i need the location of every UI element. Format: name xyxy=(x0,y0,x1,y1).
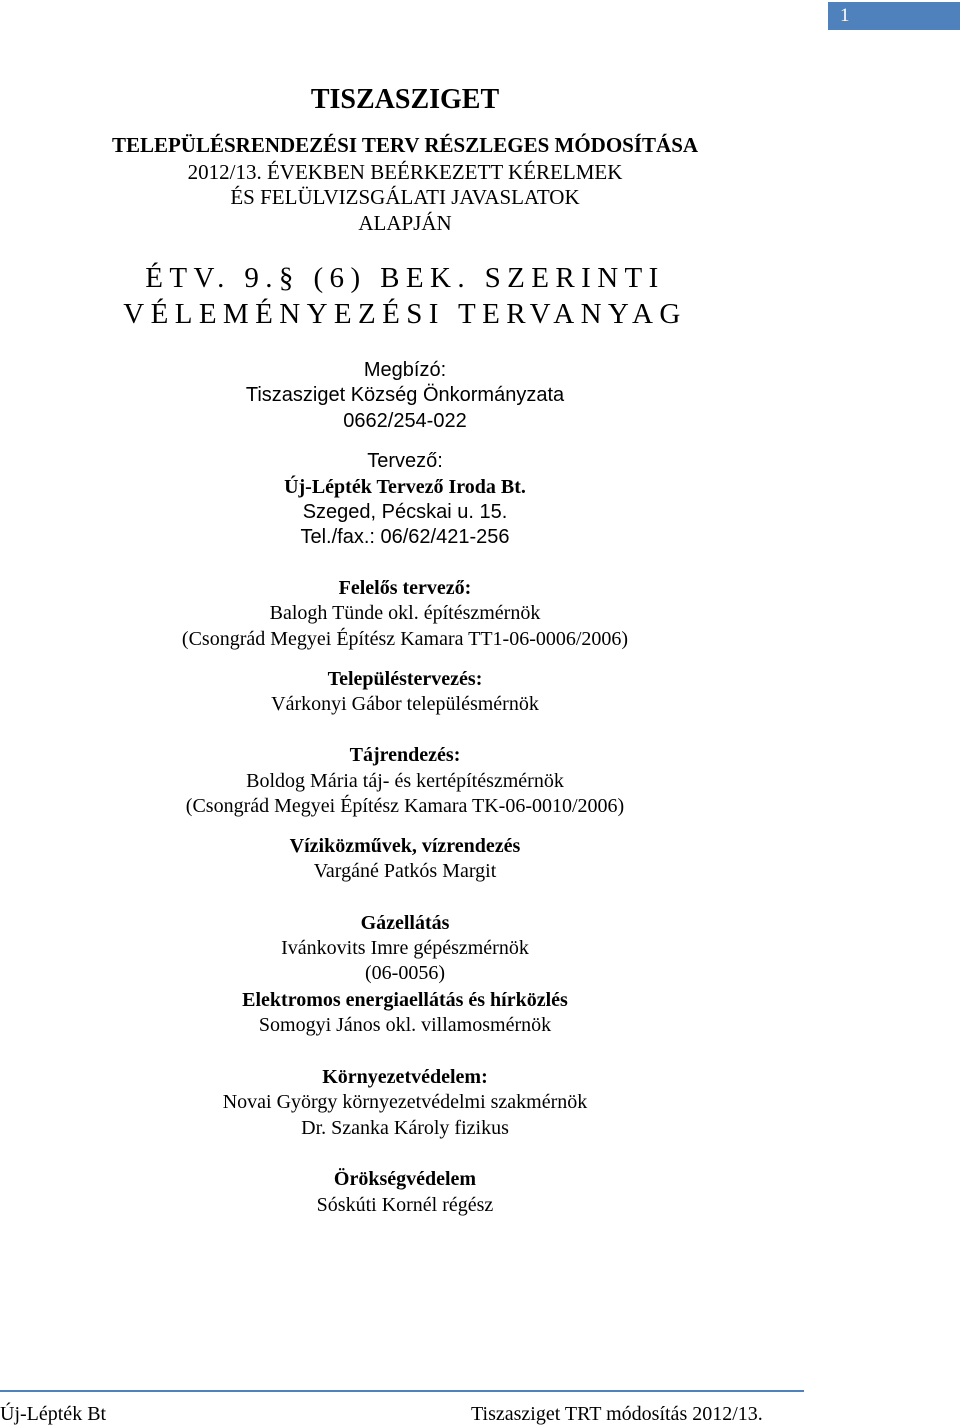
environment-name: Dr. Szanka Károly fizikus xyxy=(301,1117,509,1139)
client-phone: 0662/254-022 xyxy=(343,410,467,432)
page-number-badge: 1 xyxy=(828,2,960,30)
responsible-designer-label: Felelős tervező: xyxy=(338,577,472,599)
electric-label: Elektromos energiaellátás és hírközlés xyxy=(242,989,568,1011)
subtitle-line: ALAPJÁN xyxy=(358,211,452,235)
client-label: Megbízó: xyxy=(363,359,447,381)
designer-name: Új-Lépték Tervező Iroda Bt. xyxy=(284,476,526,498)
landscape-name: Boldog Mária táj- és kertépítészmérnök xyxy=(246,770,564,792)
responsible-designer-name: Balogh Tünde okl. építészmérnök xyxy=(269,602,541,624)
landscape-chamber: (Csongrád Megyei Építész Kamara TK-06-0010/2006) xyxy=(185,795,625,817)
document-title: TISZASZIGET xyxy=(310,84,500,115)
gas-name: Ivánkovits Imre gépészmérnök xyxy=(281,937,529,959)
designer-phone: Tel./fax.: 06/62/421-256 xyxy=(300,526,510,548)
landscape-label: Tájrendezés: xyxy=(349,744,461,766)
client-name: Tiszasziget Község Önkormányzata xyxy=(245,384,565,406)
footer-divider xyxy=(0,1390,804,1392)
legal-basis-line: ÉTV. 9.§ (6) BEK. SZERINTI xyxy=(145,262,665,294)
responsible-designer-chamber: (Csongrád Megyei Építész Kamara TT1-06-0006/2006) xyxy=(181,628,629,650)
document-type-line: VÉLEMÉNYEZÉSI TERVANYAG xyxy=(123,298,687,330)
environment-name: Novai György környezetvédelmi szakmérnök xyxy=(222,1091,588,1113)
footer-company: Új-Lépték Bt xyxy=(0,1403,107,1425)
footer-document-name: Tiszasziget TRT módosítás 2012/13. xyxy=(471,1403,763,1425)
water-name: Vargáné Patkós Margit xyxy=(313,860,497,882)
water-label: Víziközművek, vízrendezés xyxy=(289,835,521,857)
settlement-planning-name: Várkonyi Gábor településmérnök xyxy=(271,693,539,715)
subtitle-line: ÉS FELÜLVIZSGÁLATI JAVASLATOK xyxy=(230,185,580,209)
heritage-label: Örökségvédelem xyxy=(333,1168,477,1190)
designer-label: Tervező: xyxy=(367,450,443,472)
electric-name: Somogyi János okl. villamosmérnök xyxy=(258,1014,552,1036)
document-subtitle: TELEPÜLÉSRENDEZÉSI TERV RÉSZLEGES MÓDOSÍTÁSA xyxy=(111,133,699,157)
environment-label: Környezetvédelem: xyxy=(322,1066,488,1088)
designer-address: Szeged, Pécskai u. 15. xyxy=(302,501,508,523)
gas-id: (06-0056) xyxy=(365,962,445,984)
gas-label: Gázellátás xyxy=(360,912,450,934)
heritage-name: Sóskúti Kornél régész xyxy=(316,1194,494,1216)
settlement-planning-label: Településtervezés: xyxy=(327,668,483,690)
subtitle-line: 2012/13. ÉVEKBEN BEÉRKEZETT KÉRELMEK xyxy=(187,160,623,184)
